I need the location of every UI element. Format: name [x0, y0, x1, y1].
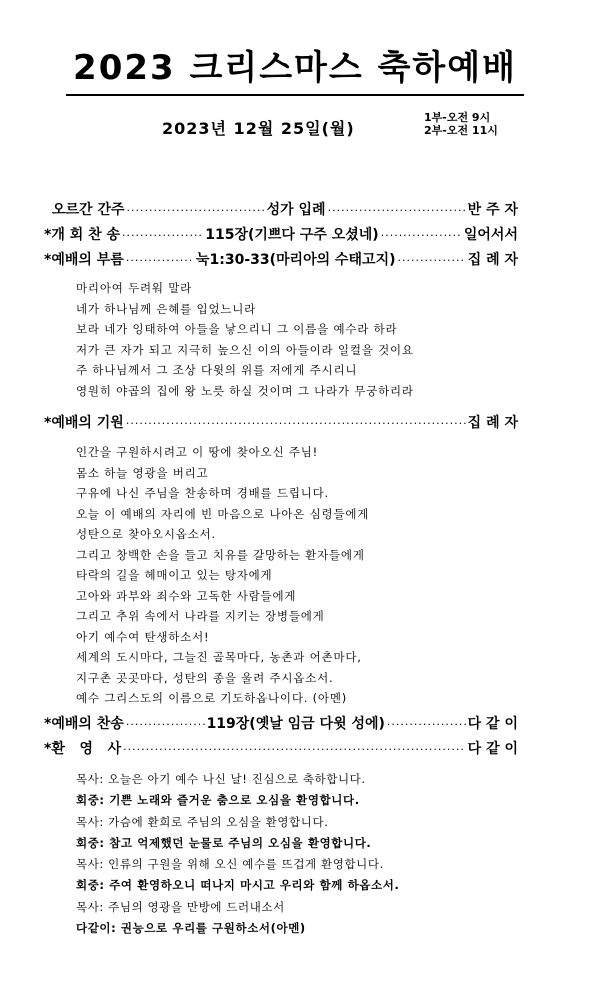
order-detail: 115장(기쁘다 구주 오셨네) — [205, 227, 379, 243]
first-service-time: 1부-오전 9시 — [424, 111, 491, 124]
order-role: 일어서서 — [463, 227, 518, 243]
text-line: 구유에 나신 주님을 찬송하며 경배를 드립니다. — [76, 486, 330, 500]
text-line: 예수 그리스도의 이름으로 기도하옵나이다. (아멘) — [76, 691, 348, 705]
pastor-line: 목사: 주님의 영광을 만방에 드러내소서 — [76, 899, 285, 914]
order-label: *예배의 부름 — [44, 252, 124, 268]
order-role: 다 같 이 — [467, 716, 518, 732]
text-line: 세계의 도시마다, 그늘진 골목마다, 농촌과 어촌마다, — [76, 650, 362, 664]
text-line: 네가 하나님께 은혜를 입었느니라 — [76, 301, 257, 316]
leader-dots — [398, 254, 466, 267]
call-to-worship-text — [76, 278, 414, 401]
congregation-line: 회중: 기쁜 노래와 즐거운 춤으로 오심을 환영합니다. — [76, 793, 360, 808]
order-label: *환 영 사 — [44, 741, 122, 757]
service-date: 2023년 12월 25일(월) — [162, 119, 355, 138]
order-label: *개 회 찬 송 — [44, 227, 121, 243]
text-line: 고아와 과부와 죄수와 고독한 사람들에게 — [76, 588, 297, 603]
invocation-text — [76, 442, 369, 709]
order-row-welcome — [44, 738, 518, 758]
congregation-line: 회중: 참고 억제했던 눈물로 주님의 오심을 환영합니다. — [76, 835, 372, 850]
order-role: 집 례 자 — [467, 252, 519, 268]
service-times — [424, 111, 498, 137]
text-line: 그리고 창백한 손을 들고 치유를 갈망하는 환자들에게 — [76, 547, 365, 562]
text-line: 아기 예수여 탄생하소서! — [76, 629, 210, 644]
text-line: 인간을 구원하시려고 이 땅에 찾아오신 주님! — [76, 445, 319, 459]
order-row-praise-hymn — [44, 713, 518, 733]
order-row-call-to-worship — [44, 249, 518, 269]
leader-dots — [127, 204, 265, 217]
leader-dots — [126, 718, 205, 731]
congregation-line: 회중: 주여 환영하오니 떠나지 마시고 우리와 함께 하옵소서. — [76, 878, 400, 893]
order-label: *예배의 기원 — [44, 415, 124, 431]
pastor-line: 목사: 가슴에 환희로 주님의 오심을 환영합니다. — [76, 814, 329, 829]
text-line: 마리아여 두려워 말라 — [76, 281, 193, 295]
text-line: 주 하나님께서 그 조상 다윗의 위를 저에게 주시리니 — [76, 363, 358, 377]
leader-dots — [122, 229, 203, 242]
leader-dots — [387, 718, 466, 731]
leader-dots — [381, 229, 462, 242]
order-label: 오르간 간주 — [52, 202, 125, 218]
all-line: 다같이: 권능으로 우리를 구원하소서(아멘) — [76, 921, 306, 936]
welcome-responsive-reading — [76, 769, 399, 939]
order-row-opening-hymn — [44, 224, 518, 244]
text-line: 지구촌 곳곳마다, 성탄의 종을 울려 주시옵소서. — [76, 670, 334, 685]
pastor-line: 목사: 오늘은 아기 예수 나신 날! 진심으로 축하합니다. — [76, 772, 366, 786]
order-detail: 눅1:30-33(마리아의 수태고지) — [196, 252, 396, 268]
order-detail: 119장(옛날 임금 다윗 성에) — [206, 716, 385, 732]
text-line: 오늘 이 예배의 자리에 빈 마음으로 나아온 심령들에게 — [76, 506, 370, 521]
order-row-prelude — [44, 199, 518, 219]
order-row-invocation — [44, 412, 518, 432]
order-role: 반 주 자 — [467, 202, 518, 218]
text-line: 영원히 야곱의 집에 왕 노릇 하실 것이며 그 나라가 무궁하리라 — [76, 383, 414, 398]
leader-dots — [328, 204, 466, 217]
leader-dots — [126, 417, 466, 430]
pastor-line: 목사: 인류의 구원을 위해 오신 예수를 뜨겁게 환영합니다. — [76, 857, 384, 872]
text-line: 그리고 추위 속에서 나라를 지키는 장병들에게 — [76, 609, 325, 623]
text-line: 보라 네가 잉태하여 아들을 낳으리니 그 이름을 예수라 하라 — [76, 322, 398, 336]
text-line: 저가 큰 자가 되고 지극히 높으신 이의 아들이라 일컬을 것이요 — [76, 342, 414, 357]
second-service-time: 2부-오전 11시 — [424, 124, 498, 137]
order-label: *예배의 찬송 — [44, 716, 124, 732]
text-line: 타락의 길을 헤매이고 있는 탕자에게 — [76, 568, 273, 582]
leader-dots — [123, 743, 466, 756]
order-role: 집 례 자 — [467, 415, 518, 431]
bulletin-title: 2023 크리스마스 축하예배 — [66, 44, 524, 96]
order-detail: 성가 입례 — [266, 202, 326, 218]
text-line: 몸소 하늘 영광을 버리고 — [76, 465, 209, 480]
order-role: 다 같 이 — [467, 741, 518, 757]
text-line: 성탄으로 찾아오시옵소서. — [76, 527, 216, 541]
leader-dots — [126, 254, 194, 267]
